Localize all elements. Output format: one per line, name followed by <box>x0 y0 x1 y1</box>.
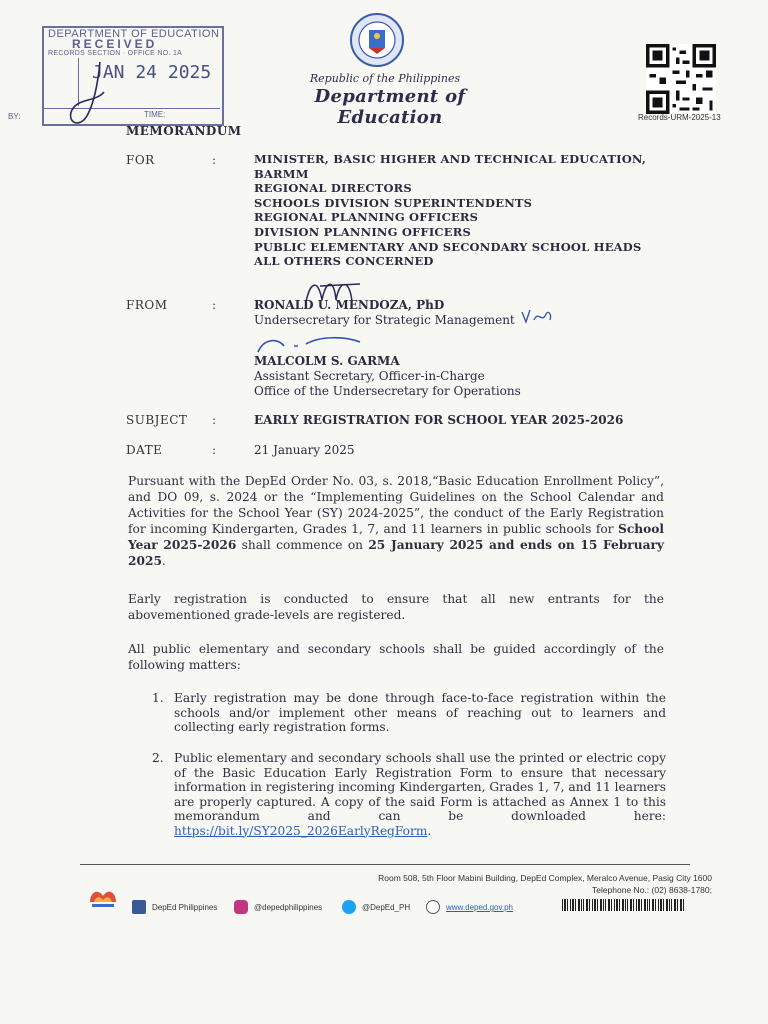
from-colon: : <box>212 298 217 312</box>
republic-heading: Republic of the Philippines <box>309 72 461 85</box>
globe-icon <box>426 900 440 914</box>
footer-divider <box>80 864 690 865</box>
deped-logo-icon <box>86 884 120 914</box>
list-item-2-tail: . <box>427 823 432 838</box>
website-link[interactable]: www.deped.gov.ph <box>446 903 514 912</box>
instagram-handle[interactable]: @depedphilippines <box>254 903 323 912</box>
p1-school-year: School Year 2025-2026 <box>128 522 664 552</box>
list-item-2-text: Public elementary and secondary schools shall use the printed or electric copy of the Basic Education Early Registration Form to ensure that necessary information in registering incoming Kindergarten, Grades 1, 7, and 11 learners are properly captured. A copy of the said Form is attached as Annex 1 to this memorandum and can be downloaded here: <box>174 751 666 823</box>
stamp-date: JAN 24 2025 <box>92 62 212 83</box>
recipient-list <box>254 152 646 269</box>
deped-seal-icon <box>349 12 405 68</box>
list-item-number: 1. <box>152 691 164 705</box>
list-item <box>152 751 666 838</box>
subject-colon: : <box>212 413 217 427</box>
list-item <box>152 691 666 735</box>
p1-text-e: . <box>161 554 166 568</box>
footer-address <box>378 872 712 896</box>
stamp-time: TIME: <box>144 110 166 119</box>
subject-label: SUBJECT <box>126 413 188 427</box>
date-text: 21 January 2025 <box>254 443 355 457</box>
stamp-title: DEPARTMENT OF EDUCATION <box>48 28 220 40</box>
recipient: ALL OTHERS CONCERNED <box>254 254 434 269</box>
for-colon: : <box>212 153 217 167</box>
instagram-icon <box>234 900 248 914</box>
qr-code-icon <box>646 44 716 114</box>
p1-dates: 25 January 2025 and ends on 15 February 2025 <box>128 538 664 568</box>
garma-signature-icon <box>254 334 364 356</box>
from-name-garma: MALCOLM S. GARMA <box>254 354 400 368</box>
from-label: FROM <box>126 298 168 312</box>
facebook-icon <box>132 900 146 914</box>
records-code: Records-URM-2025-13 <box>638 113 721 122</box>
subject-text: EARLY REGISTRATION FOR SCHOOL YEAR 2025-2026 <box>254 413 624 427</box>
recipient: PUBLIC ELEMENTARY AND SECONDARY SCHOOL HEADS <box>254 239 642 254</box>
recipient: DIVISION PLANNING OFFICERS <box>254 224 471 239</box>
recipient: SCHOOLS DIVISION SUPERINTENDENTS <box>254 195 533 210</box>
registration-form-link[interactable]: https://bit.ly/SY2025_2026EarlyRegForm <box>174 823 428 838</box>
paragraph-2: Early registration is conducted to ensure that all new entrants for the abovementioned grade-levels are registered. <box>128 592 664 622</box>
twitter-handle[interactable]: @DepEd_PH <box>362 903 411 912</box>
recipient: REGIONAL PLANNING OFFICERS <box>254 210 479 225</box>
from-title-garma-1: Assistant Secretary, Officer-in-Charge <box>254 369 485 383</box>
stamp-records: RECORDS SECTION · OFFICE NO. 1A <box>48 50 183 57</box>
stamp-by: BY: <box>8 112 21 121</box>
list-item-text <box>174 751 666 838</box>
initials-mark-icon <box>520 306 554 326</box>
from-name-mendoza: RONALD U. MENDOZA, PhD <box>254 298 445 312</box>
list-item-number: 2. <box>152 751 164 765</box>
barcode-icon <box>562 899 684 911</box>
list-item-text: Early registration may be done through face-to-face registration within the schools and/or implement other means of reaching out to learners and collecting early registration forms. <box>174 691 666 734</box>
recipient: BARMM <box>254 166 309 181</box>
recipient: MINISTER, BASIC HIGHER AND TECHNICAL EDUCATION, <box>254 152 647 166</box>
paragraph-1 <box>128 473 664 569</box>
recipient: REGIONAL DIRECTORS <box>254 181 412 196</box>
p1-text-a: Pursuant with the DepEd Order No. 03, s. 2018,“Basic Education Enrollment Policy”, and DO 09, s. 2024 or the “Implementing Guidelines on the School Calendar and Activities for the School Year (SY) 2024-2025”, the conduct of the Early Registration for incoming Kindergarten, Grades 1, 7, and 11 learners in public schools for <box>128 474 664 536</box>
address-line-2: Telephone No.: (02) 8638-1780; <box>591 885 712 895</box>
for-label: FOR <box>126 153 155 167</box>
date-label: DATE <box>126 443 163 457</box>
twitter-icon <box>342 900 356 914</box>
paragraph-3: All public elementary and secondary schools shall be guided accordingly of the following matters: <box>128 642 664 672</box>
p1-text-c: shall commence on <box>236 538 369 552</box>
from-title-garma-2: Office of the Undersecretary for Operations <box>254 384 521 398</box>
memorandum-heading: MEMORANDUM <box>126 124 242 138</box>
date-colon: : <box>212 443 217 457</box>
stamp-received: RECEIVED <box>72 37 158 51</box>
department-heading: Department of Education <box>314 86 466 128</box>
stamp-signature-icon <box>60 52 130 132</box>
address-line-1: Room 508, 5th Floor Mabini Building, DepEd Complex, Meralco Avenue, Pasig City 1600 <box>378 873 712 883</box>
facebook-handle[interactable]: DepEd Philippines <box>152 903 218 912</box>
from-title-mendoza: Undersecretary for Strategic Management <box>254 313 515 327</box>
